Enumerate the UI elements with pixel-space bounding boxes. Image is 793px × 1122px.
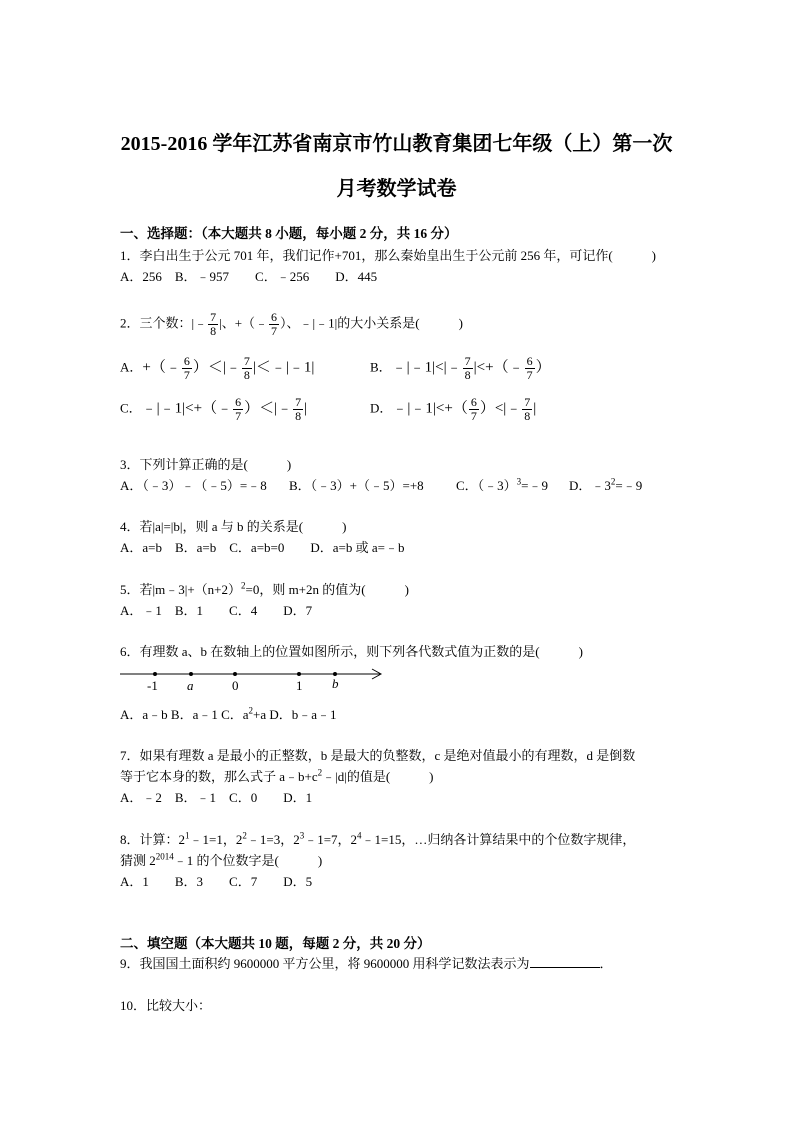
q6-stem: 6．有理数 a、b 在数轴上的位置如图所示，则下列各代数式值为正数的是( ): [120, 644, 583, 659]
point-zero: [233, 672, 237, 676]
q2-mid: |、+（﹣: [219, 315, 269, 331]
number-line-diagram: [118, 664, 388, 694]
q3-option-b: B．（﹣3）+（﹣5）=+8: [289, 478, 424, 493]
q3-option-d: D．$﹣3^2=﹣9$: [569, 476, 643, 493]
q7-stem-line2: 等于它本身的数，那么式子 $a﹣b+c^2﹣|d|$的值是( ): [120, 767, 434, 784]
q2-stem: [120, 311, 463, 338]
q1-options: A．256 B．﹣957 C．﹣256 D．445: [120, 269, 378, 284]
axis-label-b: b: [332, 676, 339, 691]
q2-option-c: C．﹣|﹣1|<+（﹣ $\frac{6}{7}$ ）＜|﹣ $\frac{7}{8}$ |: [120, 395, 308, 423]
q2-fraction-a: $\frac{7}{8}$: [210, 310, 217, 338]
q10-stem: 10．比较大小：: [120, 998, 212, 1013]
q2-option-b: B．﹣|﹣1|<|﹣ $\frac{7}{8}$ |<+（﹣ $\frac{6}{7}$ ）: [370, 354, 551, 382]
q3-option-a: A．（﹣3）﹣（﹣5）=﹣8: [120, 478, 267, 493]
q1-stem: 1．李白出生于公元 701 年，我们记作+701，那么秦始皇出生于公元前 256 年，可记作( ): [120, 248, 656, 263]
q3-stem: 3．下列计算正确的是( ): [120, 457, 292, 472]
q9-stem: 9．我国国土面积约 9600000 平方公里，将 9600000 用科学记数法表示为 ．: [120, 956, 613, 971]
page-title-line2: 月考数学试卷: [336, 178, 457, 200]
point-one: [297, 672, 301, 676]
axis-label-one: 1: [296, 678, 303, 693]
q5-stem: 5．若$|m﹣3|+(n+2)^2=0$，则 m+2n 的值为( ): [120, 580, 409, 597]
q3-option-c: C．（﹣3）$^3$=﹣9: [456, 476, 549, 493]
q6-options: A．a﹣b B．a﹣1 C．$a^2+a$ D．b﹣a﹣1: [120, 705, 337, 722]
axis-label-neg1: -1: [147, 678, 158, 693]
q7-stem-line1: 7．如果有理数 a 是最小的正整数，b 是最大的负整数，c 是绝对值最小的有理数，d 是倒数: [120, 748, 636, 763]
q8-stem-line2: 猜测 $2^{2014}﹣1$ 的个位数字是( ): [120, 851, 323, 868]
axis-label-a: a: [187, 678, 194, 693]
point-neg1: [153, 672, 157, 676]
q2-fraction-b: $\frac{6}{7}$: [271, 310, 278, 338]
point-a: [189, 672, 193, 676]
page-title-line1: 2015-2016 学年江苏省南京市竹山教育集团七年级（上）第一次: [120, 133, 673, 155]
q2-prefix: 2．三个数：|﹣: [120, 315, 208, 331]
q8-options: A．1 B．3 C．7 D．5: [120, 874, 313, 889]
q9-answer-blank[interactable]: [530, 955, 600, 968]
q4-stem: 4．若|a|=|b|，则 a 与 b 的关系是( ): [120, 519, 347, 534]
q4-options: A．a=b B．a=b C．a=b=0 D．a=b 或 a=﹣b: [120, 540, 405, 555]
q2-option-d: D．﹣|﹣1|<+（ $\frac{6}{7}$ ）<|﹣ $\frac{7}{8}$ |: [370, 395, 537, 423]
section1-heading: 一、选择题：（本大题共 8 小题，每小题 2 分，共 16 分）: [120, 226, 458, 241]
section2-heading: 二、填空题（本大题共 10 题，每题 2 分，共 20 分）: [120, 936, 431, 951]
q2-option-a: A．+（﹣ $\frac{6}{7}$ ）＜|﹣ $\frac{7}{8}$ |＜﹣|﹣1|: [120, 354, 315, 382]
q7-options: A．﹣2 B．﹣1 C．0 D．1: [120, 790, 313, 805]
axis-label-zero: 0: [232, 678, 239, 693]
q2-suffix: ）、﹣|﹣1|的大小关系是( ): [280, 315, 463, 331]
q5-options: A．﹣1 B．1 C．4 D．7: [120, 603, 313, 618]
q8-stem-line1: 8．计算：$2^1﹣1=1$，$2^2﹣1=3$，$2^3﹣1=7$，$2^4﹣1=15$，…归纳各计算结果中的个位数字规律，: [120, 830, 636, 847]
